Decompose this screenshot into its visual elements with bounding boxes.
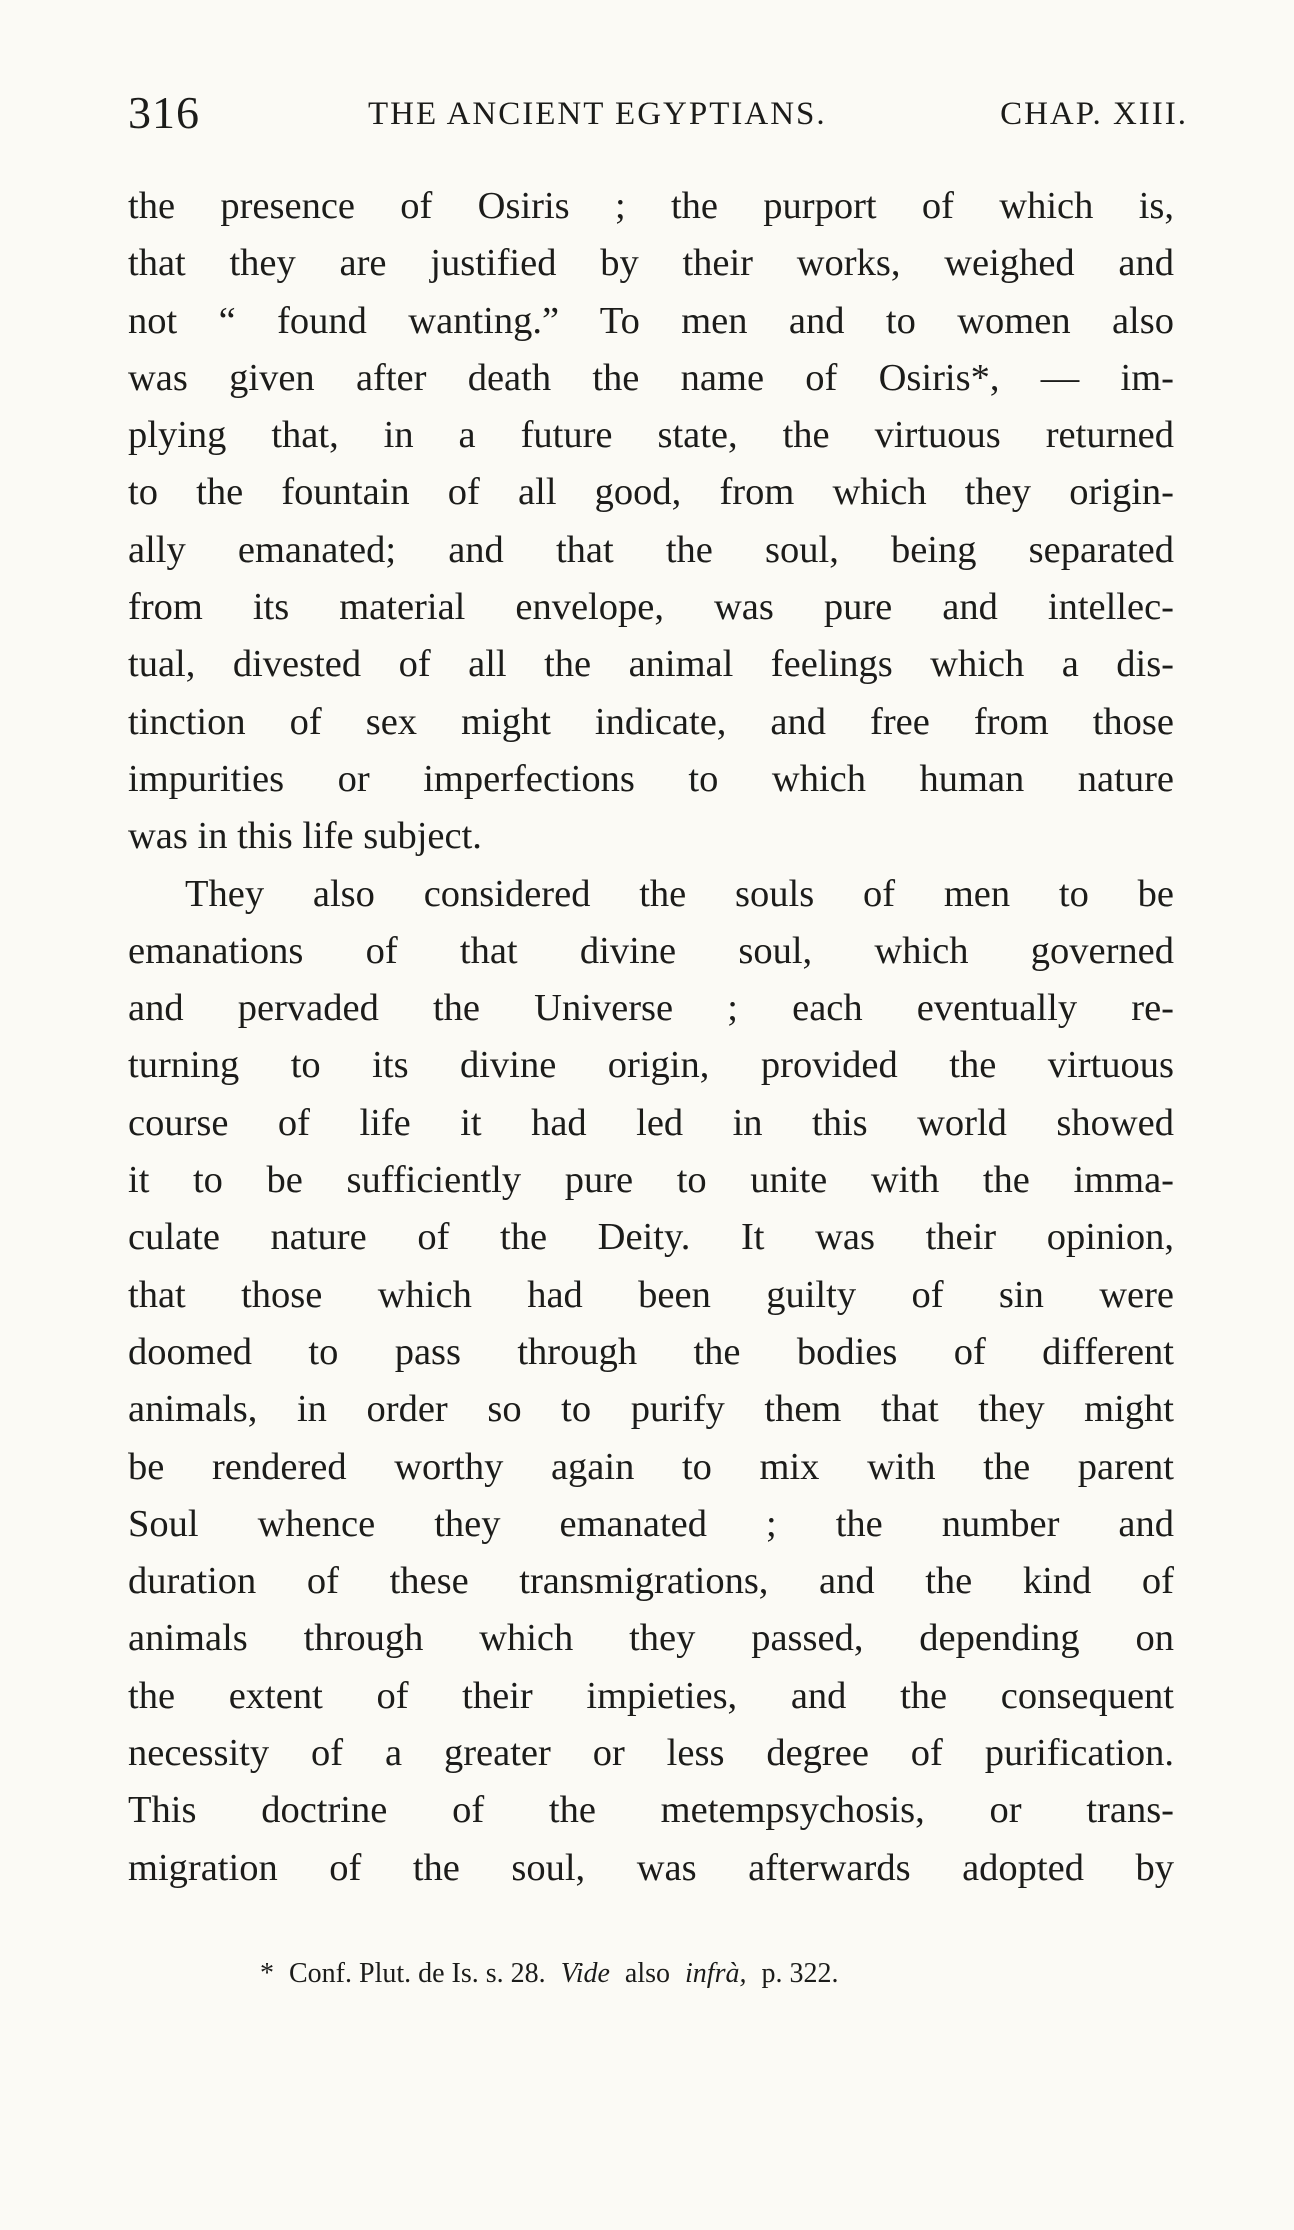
text-line: emanations of that divine soul, which governed (128, 929, 1174, 972)
text-line: and pervaded the Universe ; each eventually re- (128, 987, 1174, 1030)
paragraph-end-line: was in this life subject. (128, 815, 482, 858)
text-line: was given after death the name of Osiris*, — im- (128, 356, 1174, 399)
paragraph-start-line: They also considered the souls of men to be (185, 872, 1174, 915)
text-line: course of life it had led in this world showed (128, 1101, 1174, 1144)
text-line: doomed to pass through the bodies of different (128, 1330, 1174, 1373)
text-line: not “ found wanting.” To men and to women also (128, 299, 1174, 342)
footnote-vide: Vide (560, 1958, 610, 1989)
text-line: from its material envelope, was pure and intellec- (128, 586, 1174, 629)
text-line: animals through which they passed, depending on (128, 1617, 1174, 1660)
page-number: 316 (128, 87, 200, 138)
footnote-marker: * (260, 1958, 274, 1989)
text-line: plying that, in a future state, the virtuous returned (128, 414, 1174, 457)
text-line: migration of the soul, was afterwards adopted by (128, 1846, 1174, 1889)
footnote (260, 1958, 847, 1990)
text-line: duration of these transmigrations, and the kind of (128, 1560, 1174, 1603)
text-line: that those which had been guilty of sin were (128, 1273, 1174, 1316)
text-line: tual, divested of all the animal feelings which a dis- (128, 643, 1174, 686)
running-chapter: CHAP. XIII. (1000, 96, 1188, 132)
text-line: ally emanated; and that the soul, being separated (128, 528, 1174, 571)
footnote-page-ref: p. 322. (761, 1958, 839, 1989)
running-title: THE ANCIENT EGYPTIANS. (368, 96, 827, 132)
text-line: necessity of a greater or less degree of purification. (128, 1732, 1174, 1775)
text-line: culate nature of the Deity. It was their opinion, (128, 1216, 1174, 1259)
text-line: be rendered worthy again to mix with the parent (128, 1445, 1174, 1488)
footnote-infra: infrà, (685, 1958, 747, 1989)
body-text (128, 178, 1174, 1897)
text-line: the extent of their impieties, and the consequent (128, 1674, 1174, 1717)
text-line: tinction of sex might indicate, and free from those (128, 700, 1174, 743)
text-line: turning to its divine origin, provided the virtuous (128, 1044, 1174, 1087)
text-line: the presence of Osiris ; the purport of which is, (128, 185, 1174, 227)
text-line: to the fountain of all good, from which they origin- (128, 471, 1174, 514)
running-head (128, 86, 1188, 146)
text-line: impurities or imperfections to which human nature (128, 757, 1174, 800)
text-line: This doctrine of the metempsychosis, or trans- (128, 1789, 1174, 1832)
footnote-citation: Conf. Plut. de Is. s. 28. (289, 1958, 546, 1989)
text-line: that they are justified by their works, weighed and (128, 242, 1174, 285)
footnote-also: also (624, 1958, 671, 1989)
text-line: animals, in order so to purify them that they might (128, 1388, 1174, 1431)
text-line: it to be sufficiently pure to unite with the imma- (128, 1159, 1174, 1202)
text-line: Soul whence they emanated ; the number and (128, 1502, 1174, 1545)
